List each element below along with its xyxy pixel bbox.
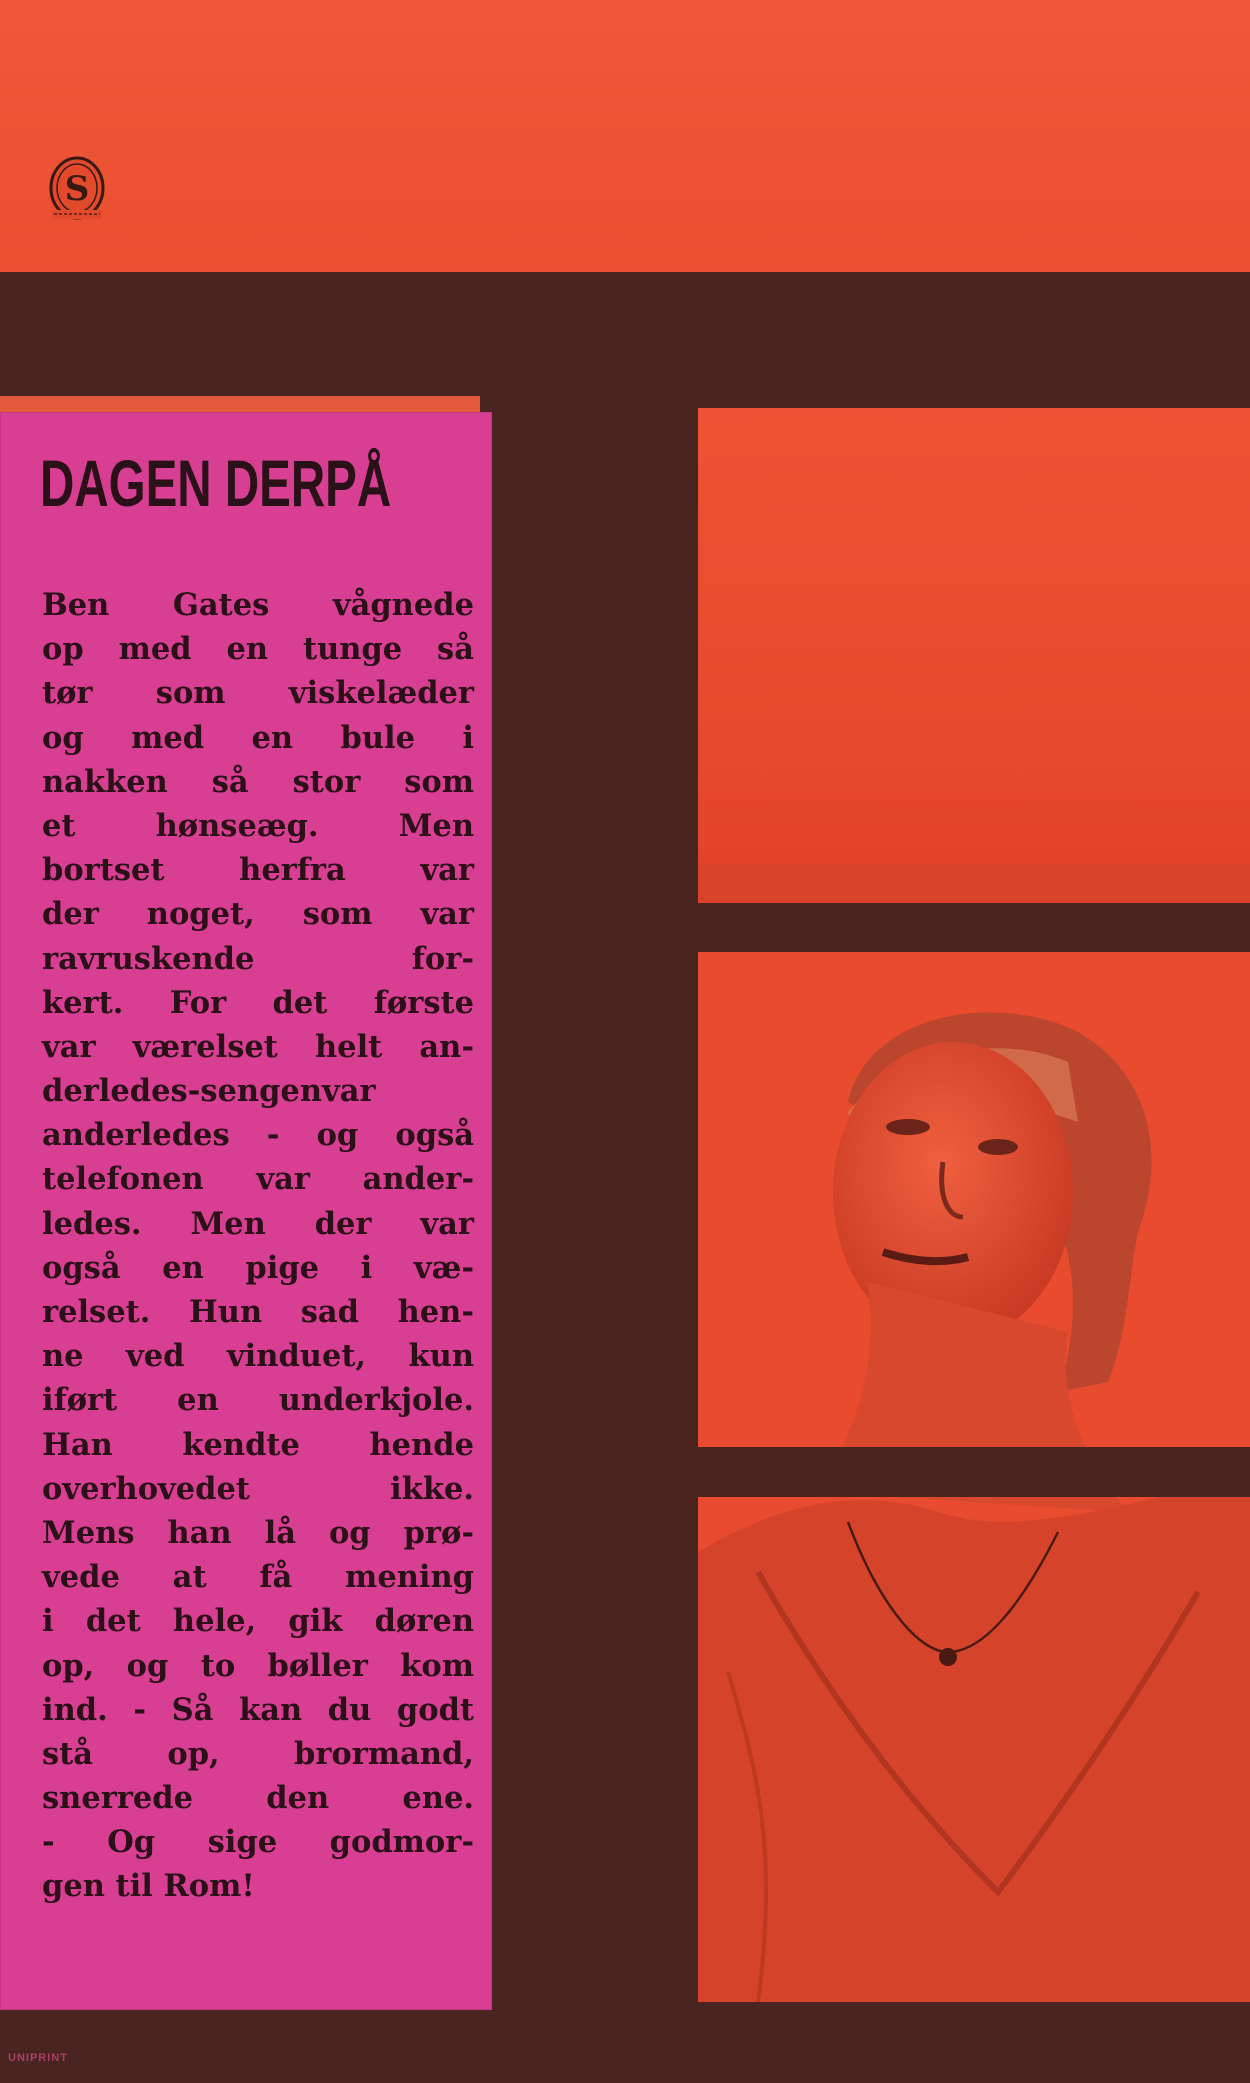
publisher-logo-letter: S [64,169,90,209]
blurb-line: iført en underkjole. [42,1382,474,1419]
blurb-line: Mens han lå og prø- [42,1514,474,1551]
publisher-s-logo-icon [40,140,114,240]
blurb-line: telefonen var ander- [42,1161,474,1198]
blurb-line: overhovedet ikke. [42,1470,474,1507]
blurb-line: relset. Hun sad hen- [42,1294,474,1330]
blurb-line: - Og sige godmor- [42,1824,474,1861]
printer-imprint: UNIPRINT [8,2052,68,2064]
blurb-line: ravruskende for- [42,940,474,977]
blurb-line: tør som viskelæder [42,675,474,712]
blurb-line: bortset herfra var [42,852,474,889]
blurb-line: op med en tunge så [42,631,474,668]
window-pane-top-lower-strip [698,863,1250,903]
blurb-line: anderledes - og også [42,1117,474,1154]
blurb-text [42,583,474,1909]
blurb-line: Ben Gates vågnede [42,587,474,623]
blurb-line: vede at få mening [42,1559,474,1596]
blurb-line: i det hele, gik døren [42,1603,474,1640]
top-band [0,0,1250,275]
blurb-line: Han kendte hende [42,1426,474,1463]
blurb-line: kert. For det første [42,984,474,1021]
blurb-line: ledes. Men der var [42,1205,474,1242]
blurb-line: op, og to bøller kom [42,1647,474,1684]
blurb-line: nakken så stor som [42,763,474,800]
blurb-line: snerrede den ene. [42,1780,474,1817]
blurb-line: et hønseæg. Men [42,807,474,844]
blurb-line: ind. - Så kan du godt [42,1691,474,1728]
blurb-line: og med en bule i [42,719,474,756]
blurb-line: ne ved vinduet, kun [42,1338,474,1375]
blurb-line: også en pige i væ- [42,1249,474,1286]
blurb-line: der noget, som var [42,896,474,933]
blurb-line: gen til Rom! [42,1868,255,1905]
window-pane-top [698,408,1250,863]
blurb-line: stå op, brormand, [42,1735,474,1772]
book-title: DAGEN DERPÅ [40,446,392,520]
blurb-line: var værelset helt an- [42,1028,474,1065]
window-mullion [698,1447,1250,1497]
blurb-line: derledes-sengenvar [42,1073,376,1110]
